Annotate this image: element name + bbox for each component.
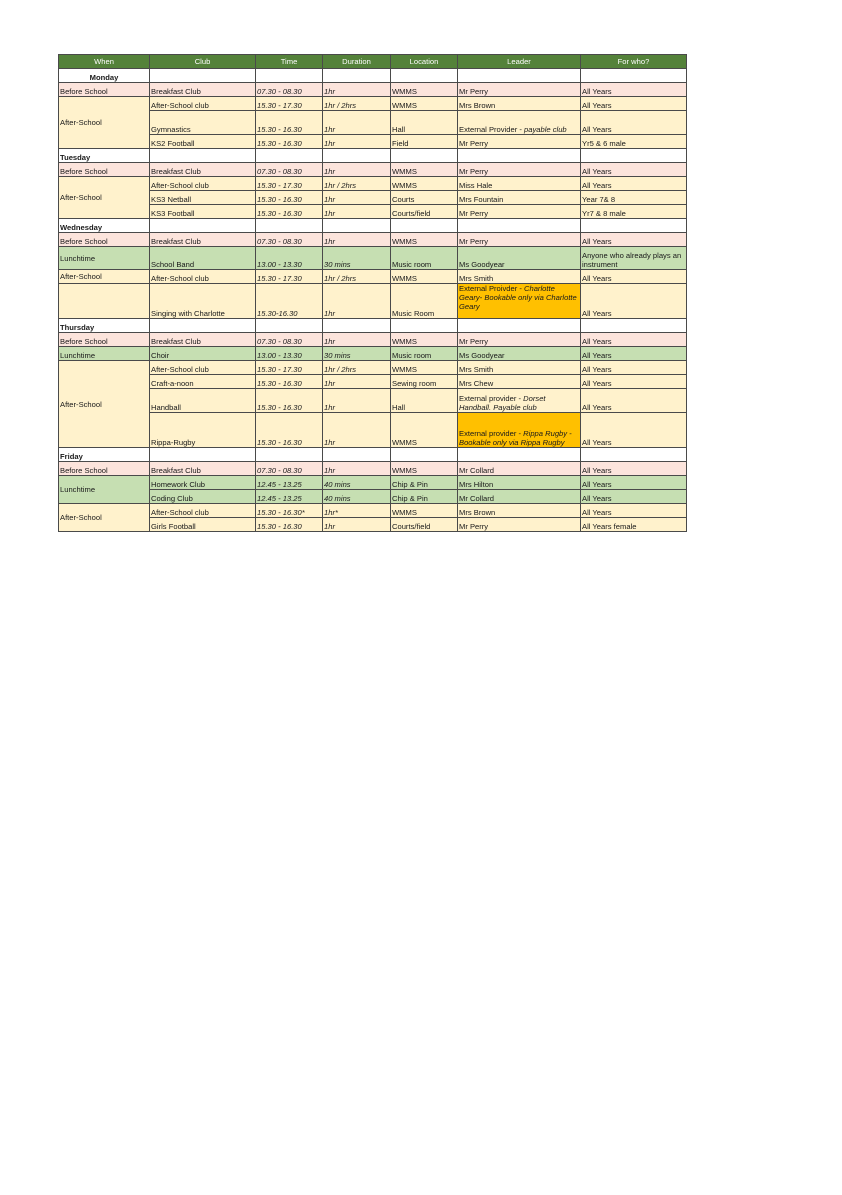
column-header-leader: Leader xyxy=(458,55,581,69)
time-cell: 07.30 - 08.30 xyxy=(256,333,323,347)
club-cell: Homework Club xyxy=(150,476,256,490)
table-row xyxy=(59,205,687,219)
day-row-thursday xyxy=(59,319,687,333)
duration-cell: 1hr xyxy=(323,518,391,532)
location-cell: WMMS xyxy=(391,413,458,448)
location-cell: Field xyxy=(391,135,458,149)
location-cell: Courts/field xyxy=(391,205,458,219)
time-cell: 07.30 - 08.30 xyxy=(256,83,323,97)
duration-cell: 1hr / 2hrs xyxy=(323,270,391,284)
table-row xyxy=(59,247,687,270)
club-cell: Breakfast Club xyxy=(150,83,256,97)
club-cell: Handball xyxy=(150,389,256,413)
time-cell: 13.00 - 13.30 xyxy=(256,347,323,361)
when-cell xyxy=(59,284,150,319)
for-who-cell: All Years xyxy=(581,270,687,284)
column-header-when: When xyxy=(59,55,150,69)
for-who-cell: Anyone who already plays an instrument xyxy=(581,247,687,270)
table-row xyxy=(59,375,687,389)
time-cell: 15.30 - 16.30 xyxy=(256,518,323,532)
location-cell: Courts/field xyxy=(391,518,458,532)
duration-cell: 40 mins xyxy=(323,476,391,490)
leader-plain-text: External Proivder - xyxy=(459,284,524,293)
leader-plain-text: External provider - xyxy=(459,429,524,438)
leader-cell xyxy=(458,389,581,413)
time-cell: 15.30 - 17.30 xyxy=(256,97,323,111)
leader-italic-text: payable club xyxy=(524,125,567,134)
table-row xyxy=(59,111,687,135)
table-row xyxy=(59,333,687,347)
leader-cell: Mr Perry xyxy=(458,518,581,532)
leader-cell xyxy=(458,413,581,448)
club-cell: Breakfast Club xyxy=(150,333,256,347)
location-cell: Hall xyxy=(391,389,458,413)
location-cell: WMMS xyxy=(391,333,458,347)
when-cell: Before School xyxy=(59,83,150,97)
table-row xyxy=(59,518,687,532)
club-cell: After-School club xyxy=(150,177,256,191)
club-cell: Coding Club xyxy=(150,490,256,504)
for-who-cell: All Years xyxy=(581,389,687,413)
table-row xyxy=(59,462,687,476)
time-cell: 12.45 - 13.25 xyxy=(256,490,323,504)
when-cell: After-School xyxy=(59,361,150,448)
location-cell: Music Room xyxy=(391,284,458,319)
column-header-time: Time xyxy=(256,55,323,69)
club-cell: Girls Football xyxy=(150,518,256,532)
leader-italic-text: Dorset Handball. Payable club xyxy=(459,394,546,412)
leader-cell: Mrs Chew xyxy=(458,375,581,389)
leader-cell xyxy=(458,284,581,319)
time-cell: 15.30 - 16.30 xyxy=(256,191,323,205)
location-cell: Sewing room xyxy=(391,375,458,389)
location-cell: WMMS xyxy=(391,163,458,177)
duration-cell: 1hr xyxy=(323,111,391,135)
day-label: Friday xyxy=(59,448,150,462)
time-cell: 15.30 - 17.30 xyxy=(256,361,323,375)
location-cell: Chip & Pin xyxy=(391,490,458,504)
when-cell: After-School xyxy=(59,177,150,219)
duration-cell: 1hr xyxy=(323,389,391,413)
duration-cell: 1hr / 2hrs xyxy=(323,177,391,191)
club-cell: Singing with Charlotte xyxy=(150,284,256,319)
when-cell: After-School xyxy=(59,504,150,532)
table-row xyxy=(59,270,687,284)
leader-cell: Mr Collard xyxy=(458,490,581,504)
leader-plain-text: External provider - xyxy=(459,394,524,403)
table-header-row xyxy=(59,55,687,69)
location-cell: WMMS xyxy=(391,83,458,97)
for-who-cell: All Years xyxy=(581,361,687,375)
table-row xyxy=(59,177,687,191)
column-header-duration: Duration xyxy=(323,55,391,69)
time-cell: 15.30 - 16.30 xyxy=(256,111,323,135)
for-who-cell: All Years xyxy=(581,111,687,135)
time-cell: 15.30 - 17.30 xyxy=(256,270,323,284)
club-cell: After-School club xyxy=(150,270,256,284)
table-row xyxy=(59,163,687,177)
leader-plain-text: External Provider - xyxy=(459,125,524,134)
club-cell: After-School club xyxy=(150,361,256,375)
for-who-cell: All Years xyxy=(581,97,687,111)
leader-cell: Mrs Smith xyxy=(458,361,581,375)
time-cell: 15.30 - 16.30 xyxy=(256,135,323,149)
table-row xyxy=(59,504,687,518)
time-cell: 07.30 - 08.30 xyxy=(256,462,323,476)
clubs-timetable xyxy=(58,54,687,532)
location-cell: Music room xyxy=(391,347,458,361)
club-cell: Rippa-Rugby xyxy=(150,413,256,448)
duration-cell: 30 mins xyxy=(323,347,391,361)
for-who-cell: All Years xyxy=(581,462,687,476)
duration-cell: 1hr xyxy=(323,333,391,347)
for-who-cell: All Years xyxy=(581,83,687,97)
time-cell: 15.30 - 16.30 xyxy=(256,375,323,389)
location-cell: Music room xyxy=(391,247,458,270)
for-who-cell: All Years xyxy=(581,476,687,490)
when-cell: Before School xyxy=(59,233,150,247)
when-cell: After-School xyxy=(59,270,150,284)
club-cell: KS3 Netball xyxy=(150,191,256,205)
for-who-cell: All Years xyxy=(581,504,687,518)
table-row xyxy=(59,135,687,149)
duration-cell: 1hr / 2hrs xyxy=(323,361,391,375)
club-cell: Craft-a-noon xyxy=(150,375,256,389)
leader-italic-text: Charlotte Geary- Bookable only via Charlotte Geary xyxy=(459,284,577,311)
time-cell: 15.30 - 16.30 xyxy=(256,205,323,219)
duration-cell: 1hr* xyxy=(323,504,391,518)
club-cell: School Band xyxy=(150,247,256,270)
club-cell: After-School club xyxy=(150,504,256,518)
column-header-for-who: For who? xyxy=(581,55,687,69)
location-cell: Hall xyxy=(391,111,458,135)
location-cell: WMMS xyxy=(391,504,458,518)
location-cell: Chip & Pin xyxy=(391,476,458,490)
time-cell: 07.30 - 08.30 xyxy=(256,233,323,247)
for-who-cell: Year 7& 8 xyxy=(581,191,687,205)
time-cell: 15.30 - 16.30 xyxy=(256,389,323,413)
leader-cell: Mr Collard xyxy=(458,462,581,476)
time-cell: 07.30 - 08.30 xyxy=(256,163,323,177)
time-cell: 15.30 - 16.30* xyxy=(256,504,323,518)
club-cell: Breakfast Club xyxy=(150,462,256,476)
leader-cell xyxy=(458,111,581,135)
duration-cell: 1hr xyxy=(323,163,391,177)
day-label: Thursday xyxy=(59,319,150,333)
table-row xyxy=(59,413,687,448)
duration-cell: 1hr xyxy=(323,413,391,448)
time-cell: 12.45 - 13.25 xyxy=(256,476,323,490)
day-row-friday xyxy=(59,448,687,462)
when-cell: Lunchtime xyxy=(59,347,150,361)
location-cell: WMMS xyxy=(391,97,458,111)
for-who-cell: All Years xyxy=(581,163,687,177)
club-cell: After-School club xyxy=(150,97,256,111)
duration-cell: 40 mins xyxy=(323,490,391,504)
for-who-cell: All Years xyxy=(581,490,687,504)
duration-cell: 1hr xyxy=(323,135,391,149)
table-row xyxy=(59,347,687,361)
duration-cell: 1hr xyxy=(323,205,391,219)
leader-cell: Mr Perry xyxy=(458,233,581,247)
for-who-cell: All Years xyxy=(581,233,687,247)
for-who-cell: Yr7 & 8 male xyxy=(581,205,687,219)
day-label: Monday xyxy=(59,69,150,83)
leader-cell: Mrs Fountain xyxy=(458,191,581,205)
leader-cell: Ms Goodyear xyxy=(458,247,581,270)
location-cell: WMMS xyxy=(391,462,458,476)
table-row xyxy=(59,191,687,205)
when-cell: Before School xyxy=(59,462,150,476)
for-who-cell: All Years xyxy=(581,413,687,448)
when-cell: Before School xyxy=(59,163,150,177)
table-row xyxy=(59,476,687,490)
day-row-tuesday xyxy=(59,149,687,163)
duration-cell: 1hr / 2hrs xyxy=(323,97,391,111)
club-cell: Gymnastics xyxy=(150,111,256,135)
location-cell: WMMS xyxy=(391,233,458,247)
for-who-cell: All Years female xyxy=(581,518,687,532)
leader-cell: Mrs Smith xyxy=(458,270,581,284)
club-cell: Breakfast Club xyxy=(150,163,256,177)
club-cell: Choir xyxy=(150,347,256,361)
duration-cell: 1hr xyxy=(323,233,391,247)
day-row-wednesday xyxy=(59,219,687,233)
when-cell: Lunchtime xyxy=(59,476,150,504)
duration-cell: 30 mins xyxy=(323,247,391,270)
for-who-cell: All Years xyxy=(581,284,687,319)
duration-cell: 1hr xyxy=(323,375,391,389)
leader-cell: Mr Perry xyxy=(458,135,581,149)
duration-cell: 1hr xyxy=(323,462,391,476)
table-row xyxy=(59,389,687,413)
when-cell: Before School xyxy=(59,333,150,347)
when-cell: After-School xyxy=(59,97,150,149)
duration-cell: 1hr xyxy=(323,83,391,97)
club-cell: KS3 Football xyxy=(150,205,256,219)
for-who-cell: All Years xyxy=(581,177,687,191)
location-cell: WMMS xyxy=(391,177,458,191)
duration-cell: 1hr xyxy=(323,284,391,319)
leader-cell: Mrs Hilton xyxy=(458,476,581,490)
table-row xyxy=(59,233,687,247)
time-cell: 15.30 - 16.30 xyxy=(256,413,323,448)
leader-cell: Mrs Brown xyxy=(458,97,581,111)
time-cell: 15.30-16.30 xyxy=(256,284,323,319)
day-row-monday xyxy=(59,69,687,83)
day-label: Wednesday xyxy=(59,219,150,233)
column-header-club: Club xyxy=(150,55,256,69)
leader-cell: Miss Hale xyxy=(458,177,581,191)
for-who-cell: All Years xyxy=(581,333,687,347)
when-cell: Lunchtime xyxy=(59,247,150,270)
for-who-cell: All Years xyxy=(581,347,687,361)
club-cell: KS2 Football xyxy=(150,135,256,149)
time-cell: 15.30 - 17.30 xyxy=(256,177,323,191)
location-cell: WMMS xyxy=(391,361,458,375)
leader-cell: Mr Perry xyxy=(458,83,581,97)
for-who-cell: Yr5 & 6 male xyxy=(581,135,687,149)
table-row xyxy=(59,490,687,504)
leader-cell: Mr Perry xyxy=(458,205,581,219)
for-who-cell: All Years xyxy=(581,375,687,389)
leader-cell: Mr Perry xyxy=(458,333,581,347)
leader-italic-text: Rippa Rugby - Bookable only via Rippa Rugby xyxy=(459,429,572,447)
location-cell: Courts xyxy=(391,191,458,205)
table-row xyxy=(59,361,687,375)
table-row xyxy=(59,83,687,97)
day-label: Tuesday xyxy=(59,149,150,163)
table-row xyxy=(59,284,687,319)
leader-cell: Mrs Brown xyxy=(458,504,581,518)
leader-cell: Mr Perry xyxy=(458,163,581,177)
duration-cell: 1hr xyxy=(323,191,391,205)
time-cell: 13.00 - 13.30 xyxy=(256,247,323,270)
location-cell: WMMS xyxy=(391,270,458,284)
leader-cell: Ms Goodyear xyxy=(458,347,581,361)
table-row xyxy=(59,97,687,111)
column-header-location: Location xyxy=(391,55,458,69)
club-cell: Breakfast Club xyxy=(150,233,256,247)
